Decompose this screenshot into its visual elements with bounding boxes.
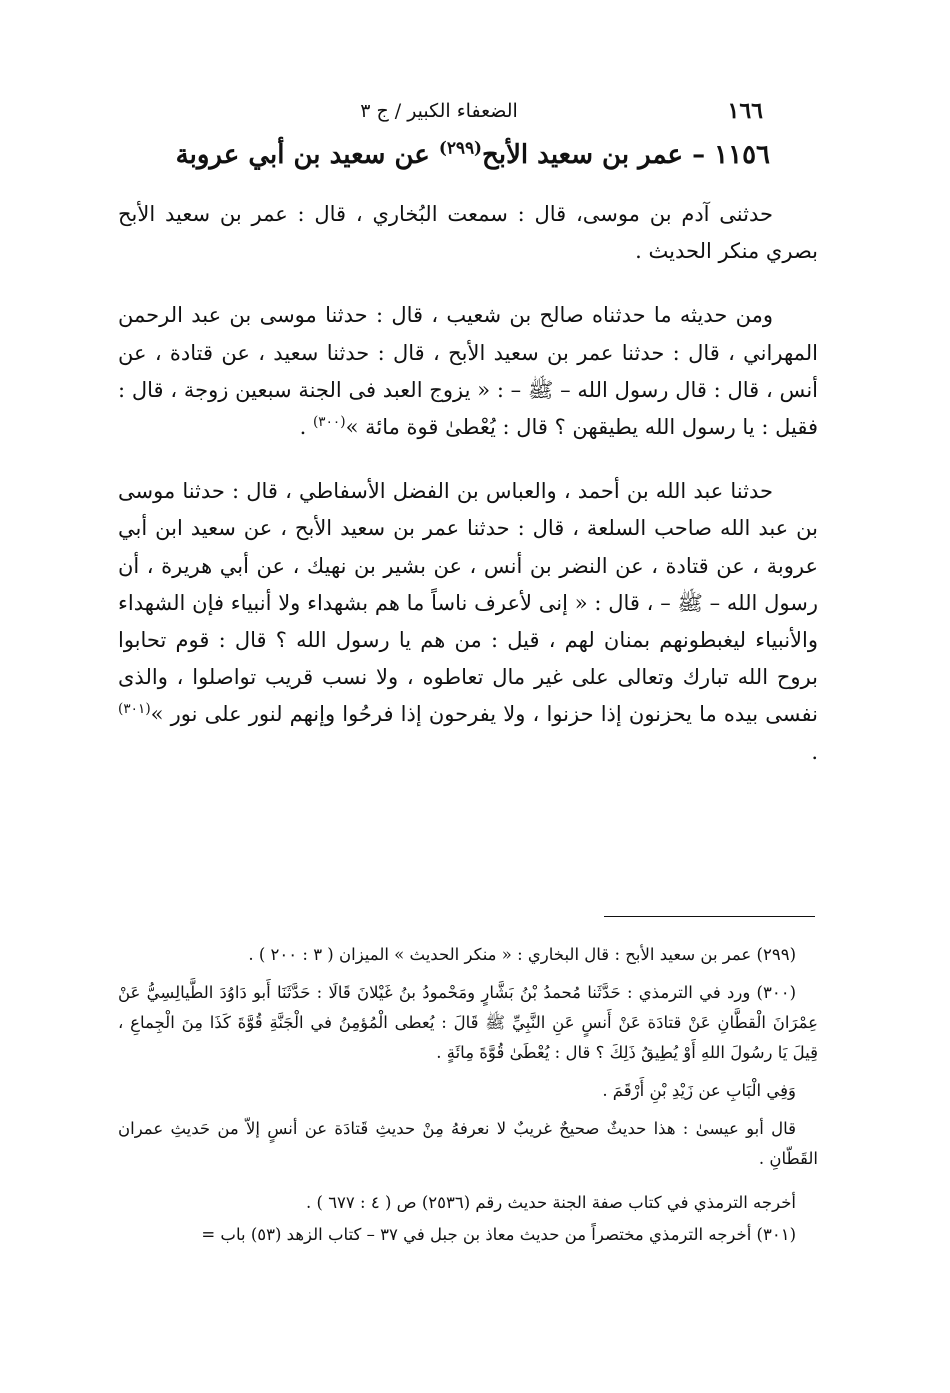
page-header bbox=[115, 98, 763, 132]
paragraph-3-text: حدثنا عبد الله بن أحمد ، والعباس بن الفضل الأسفاطي ، قال : حدثنا موسى بن عبد الله صاحب السلعة ، قال : حدثنا عمر بن سعيد الأبح ، عن سعيد ابن أبي عروبة ، عن قتادة ، عن النضر بن أنس ، عن بشير بن نهيك ، عن أبي هريرة ، أن رسول الله – ﷺ – ، قال : « إنى لأعرف ناساً ما هم بشهداء ولا أنبياء فإن الشهداء والأنبياء ليغبطونهم بمنان لهم ، قيل : من هم يا رسول الله ؟ قال : قوم تحابوا بروح الله تبارك وتعالى على غير مال تعاطوه ، ولا نسب قريب تواصلوا ، والذى نفسى بيده ما يحزنون إذا حزنوا ، ولا يفرحون إذا فرحُوا وإنهم لنور على نور » bbox=[118, 479, 818, 727]
footnote-separator bbox=[604, 916, 815, 917]
footnote-300-bab: وَفِي الْبَابِ عن زَيْدِ بْنِ أَرْقَمَ . bbox=[602, 1081, 796, 1100]
running-title: الضعفاء الكبير / ج ٣ bbox=[360, 100, 518, 122]
footnote-300-abu-isa: قال أبو عيسىٰ : هذا حديثٌ صحيحٌ غريبٌ لا نعرفهُ مِنْ حديثِ قَتادَة عن أنسٍ إلاّ من حَديثِ عمران القَطّانِ . bbox=[118, 1119, 818, 1168]
footnote-ref-299: (٢٩٩) bbox=[438, 137, 483, 158]
paragraph-2-end: . bbox=[299, 415, 313, 440]
paragraph-1: حدثنى آدم بن موسى، قال : سمعت البُخاري ، قال : عمر بن سعيد الأبح بصري منكر الحديث . bbox=[118, 202, 818, 264]
paragraph-3 bbox=[118, 473, 818, 771]
footnotes bbox=[118, 940, 818, 1258]
entry-name-before: عمر بن سعيد الأبح bbox=[482, 140, 684, 170]
footnote-300-takhrij: أخرجه الترمذي في كتاب صفة الجنة حديث رقم (٢٥٣٦) ص ( ٤ : ٦٧٧ ) . bbox=[306, 1193, 796, 1212]
paragraph-3-end: . bbox=[811, 739, 818, 764]
footnote-300: (٣٠٠) ورد في الترمذي : حَدَّثَنا مُحمدُ بْنُ بَشَّارٍ ومَحْمودُ بنُ غَيْلانَ قَالَا : حَدَّثَنَا أَبو دَاوُدَ الطَّيالِسِيُّ عَنْ عِمْرَانَ الْقطَّانِ عَنْ قتادَة عَنْ أَنسٍ عَنِ النَّبِيِّ ﷺ قَالَ : يُعطى الْمُؤمِنُ في الْجَنَّةِ قُوَّةَ كَذَا مِنَ الْجِماعِ ، قِيلَ يَا رسُولَ اللهِ أَوْ يُطِيقُ ذَلِكَ ؟ قال : يُعْطَىٰ قُوَّةَ مِائَةٍ . bbox=[118, 983, 818, 1062]
entry-heading bbox=[150, 137, 770, 170]
page-number: ١٦٦ bbox=[727, 98, 763, 124]
paragraph-2 bbox=[118, 297, 818, 446]
entry-dash: – bbox=[692, 140, 706, 170]
entry-name-after: عن سعيد بن أبي عروبة bbox=[175, 140, 430, 170]
footnote-299: (٢٩٩) عمر بن سعيد الأبح : قال البخاري : « منكر الحديث » الميزان ( ٣ : ٢٠٠ ) . bbox=[248, 945, 796, 964]
entry-number: ١١٥٦ bbox=[714, 140, 770, 170]
footnote-ref-301: (٣٠١) bbox=[118, 701, 151, 718]
footnote-301: (٣٠١) أخرجه الترمذي مختصراً من حديث معاذ بن جبل في ٣٧ – كتاب الزهد (٥٣) باب = bbox=[201, 1225, 796, 1244]
footnote-ref-300: (٣٠٠) bbox=[312, 414, 346, 431]
main-text bbox=[118, 196, 818, 798]
paragraph-2-text: ومن حديثه ما حدثناه صالح بن شعيب ، قال : حدثنا موسى بن عبد الرحمن المهراني ، قال : حدثنا عمر بن سعيد الأبح ، قال : حدثنا سعيد ، عن قتادة ، عن أنس ، قال : قال رسول الله – ﷺ – : « يزوج العبد فى الجنة سبعين زوجة ، قال : فقيل : يا رسول الله يطيقهن ؟ قال : يُعْطىٰ قوة مائة » bbox=[118, 303, 818, 440]
